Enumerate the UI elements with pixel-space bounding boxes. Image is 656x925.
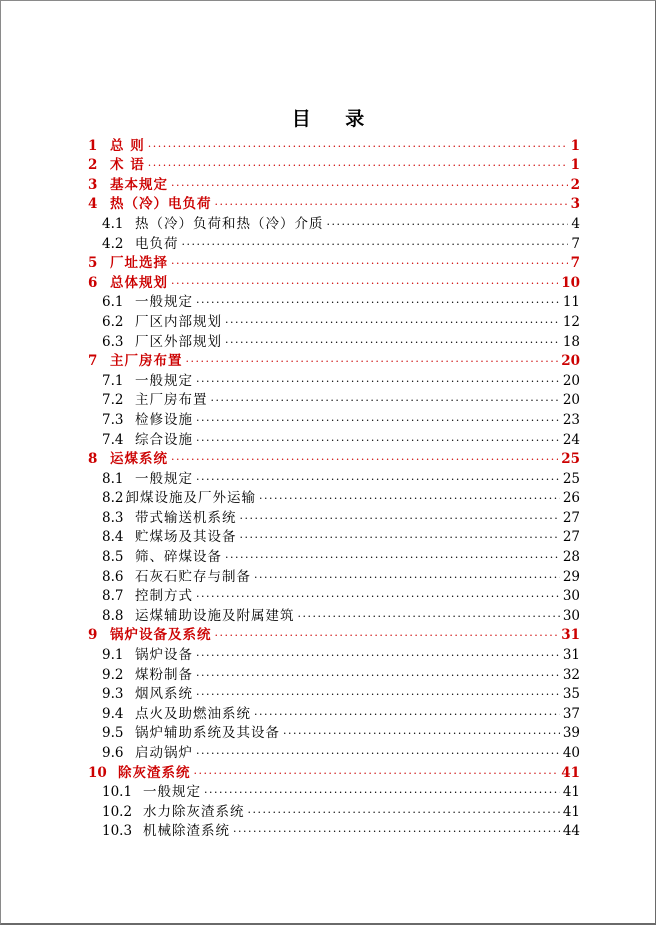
toc-dot-leader	[148, 139, 568, 155]
toc-page-number: 41	[561, 764, 580, 781]
toc-section-entry[interactable]	[88, 605, 580, 625]
toc-dot-leader	[240, 530, 560, 546]
toc-title: 目 录	[291, 108, 379, 130]
toc-page-number: 7	[571, 235, 580, 252]
toc-entry-title: 石灰石贮存与制备	[135, 568, 251, 585]
toc-dot-leader	[196, 433, 560, 449]
table-of-contents	[88, 135, 580, 840]
toc-chapter-entry[interactable]	[88, 155, 580, 175]
toc-page-number: 35	[562, 686, 580, 703]
toc-section-entry[interactable]	[88, 429, 580, 449]
toc-entry-number: 10	[88, 764, 107, 781]
toc-entry-number: 8.7	[102, 588, 124, 605]
toc-chapter-entry[interactable]	[88, 194, 580, 214]
toc-dot-leader	[196, 746, 560, 762]
toc-page-number: 7	[570, 255, 580, 272]
toc-page-number: 18	[562, 333, 580, 350]
toc-dot-leader	[240, 511, 560, 527]
toc-entry-title: 机械除渣系统	[143, 823, 230, 840]
toc-entry-title: 一般规定	[135, 372, 193, 389]
toc-entry-number: 7	[88, 353, 98, 370]
toc-entry-title: 总体规划	[110, 274, 168, 291]
toc-dot-leader	[225, 315, 560, 331]
toc-entry-title: 综合设施	[135, 431, 193, 448]
toc-entry-title: 锅炉辅助系统及其设备	[135, 725, 280, 742]
toc-dot-leader	[171, 178, 568, 194]
toc-page-number: 31	[562, 647, 580, 664]
toc-page-number: 11	[562, 294, 580, 311]
toc-entry-title: 运煤系统	[110, 451, 168, 468]
toc-dot-leader	[248, 805, 560, 821]
toc-section-entry[interactable]	[88, 664, 580, 684]
toc-section-entry[interactable]	[88, 703, 580, 723]
toc-entry-number: 3	[88, 176, 98, 193]
toc-dot-leader	[225, 550, 560, 566]
toc-entry-number: 4.2	[102, 235, 124, 252]
toc-page-number: 25	[561, 451, 580, 468]
toc-dot-leader	[196, 374, 560, 390]
toc-entry-number: 8.4	[102, 529, 124, 546]
toc-chapter-entry[interactable]	[88, 135, 580, 155]
toc-dot-leader	[196, 472, 560, 488]
toc-section-entry[interactable]	[88, 409, 580, 429]
toc-entry-number: 9.4	[102, 705, 124, 722]
toc-section-entry[interactable]	[88, 644, 580, 664]
toc-dot-leader	[171, 276, 558, 292]
toc-section-entry[interactable]	[88, 782, 580, 802]
toc-entry-number: 6.3	[102, 333, 124, 350]
toc-entry-title: 厂址选择	[110, 255, 168, 272]
toc-page-number: 27	[562, 529, 580, 546]
toc-entry-title: 启动锅炉	[135, 745, 193, 761]
toc-section-entry[interactable]	[88, 566, 580, 586]
toc-entry-number: 8.2	[102, 490, 124, 507]
toc-page-number: 30	[562, 588, 580, 605]
toc-dot-leader	[196, 687, 560, 703]
toc-entry-number: 8.6	[102, 568, 124, 585]
toc-entry-title: 贮煤场及其设备	[135, 529, 237, 546]
toc-section-entry[interactable]	[88, 311, 580, 331]
toc-section-entry[interactable]	[88, 507, 580, 527]
toc-dot-leader	[171, 452, 558, 468]
toc-entry-title: 检修设施	[135, 411, 193, 428]
toc-page-number: 12	[562, 313, 580, 330]
toc-section-entry[interactable]	[88, 527, 580, 547]
toc-entry-number: 8.1	[102, 470, 124, 487]
toc-entry-title: 一般规定	[143, 784, 201, 801]
toc-page-number: 1	[570, 137, 580, 154]
toc-page-number: 39	[562, 725, 580, 742]
toc-page-number: 40	[562, 745, 580, 761]
toc-entry-title: 烟风系统	[135, 686, 193, 703]
toc-page-number: 31	[561, 627, 580, 644]
toc-chapter-entry[interactable]	[88, 351, 580, 371]
toc-page-number: 10	[561, 274, 580, 291]
toc-page-number: 28	[562, 549, 580, 566]
toc-entry-title: 水力除灰渣系统	[143, 803, 245, 820]
toc-dot-leader	[196, 589, 560, 605]
toc-page-number: 24	[562, 431, 580, 448]
toc-dot-leader	[182, 237, 569, 253]
toc-entry-number: 10.3	[102, 823, 133, 840]
toc-page-number: 26	[562, 490, 580, 507]
toc-section-entry[interactable]	[88, 390, 580, 410]
toc-dot-leader	[215, 197, 568, 213]
toc-section-entry[interactable]	[88, 488, 580, 508]
toc-page-number: 30	[562, 607, 580, 624]
toc-entry-title: 运煤辅助设施及附属建筑	[135, 607, 295, 624]
toc-dot-leader	[254, 707, 560, 723]
toc-section-entry[interactable]	[88, 331, 580, 351]
toc-dot-leader	[283, 726, 560, 742]
toc-section-entry[interactable]	[88, 684, 580, 704]
toc-page-number: 32	[562, 666, 580, 683]
toc-page-number: 20	[561, 353, 580, 370]
toc-section-entry[interactable]	[88, 292, 580, 312]
toc-entry-number: 7.4	[102, 431, 124, 448]
toc-chapter-entry[interactable]	[88, 272, 580, 292]
toc-entry-title: 主厂房布置	[110, 353, 183, 370]
toc-dot-leader	[204, 785, 560, 801]
toc-dot-leader	[194, 766, 559, 782]
toc-entry-number: 8.5	[102, 549, 124, 566]
toc-section-entry[interactable]	[88, 586, 580, 606]
toc-entry-title: 一般规定	[135, 294, 193, 311]
toc-section-entry[interactable]	[88, 742, 580, 762]
toc-entry-number: 1	[88, 137, 98, 154]
toc-page-number: 4	[571, 215, 580, 232]
toc-dot-leader	[215, 628, 559, 644]
toc-entry-title: 厂区内部规划	[135, 313, 222, 330]
toc-dot-leader	[298, 609, 560, 625]
toc-section-entry[interactable]	[88, 801, 580, 821]
toc-entry-number: 9	[88, 627, 98, 644]
toc-dot-leader	[254, 570, 560, 586]
toc-page-number: 37	[562, 705, 580, 722]
toc-page-number: 27	[562, 509, 580, 526]
toc-page-number: 41	[562, 784, 580, 801]
toc-entry-number: 8.8	[102, 607, 124, 624]
toc-entry-number: 6.1	[102, 294, 124, 311]
toc-entry-number: 9.3	[102, 686, 124, 703]
toc-entry-number: 2	[88, 157, 98, 174]
toc-page-number: 20	[562, 372, 580, 389]
toc-entry-title: 热（冷）负荷和热（冷）介质	[135, 215, 324, 232]
toc-chapter-entry[interactable]	[88, 174, 580, 194]
toc-dot-leader	[171, 256, 568, 272]
toc-entry-number: 9.5	[102, 725, 124, 742]
toc-dot-leader	[211, 393, 560, 409]
toc-page-number: 3	[570, 196, 580, 213]
toc-entry-number: 10.2	[102, 803, 133, 820]
toc-page-number: 23	[562, 411, 580, 428]
toc-section-entry[interactable]	[88, 723, 580, 743]
toc-entry-title: 除灰渣系统	[118, 764, 191, 781]
toc-entry-title: 卸煤设施及厂外运输	[125, 490, 256, 507]
toc-entry-title: 筛、碎煤设备	[135, 549, 222, 566]
toc-page-number: 44	[562, 823, 580, 840]
toc-entry-title: 总 则	[110, 137, 145, 154]
toc-section-entry[interactable]	[88, 546, 580, 566]
toc-entry-number: 4	[88, 196, 98, 213]
toc-section-entry[interactable]	[88, 233, 580, 253]
toc-page-number: 2	[570, 176, 580, 193]
toc-entry-title: 煤粉制备	[135, 666, 193, 683]
toc-page-number: 1	[570, 157, 580, 174]
toc-entry-title: 主厂房布置	[135, 392, 208, 409]
toc-dot-leader	[196, 668, 560, 684]
toc-entry-title: 厂区外部规划	[135, 333, 222, 350]
toc-entry-number: 8	[88, 451, 98, 468]
toc-entry-number: 9.2	[102, 666, 124, 683]
toc-chapter-entry[interactable]	[88, 449, 580, 469]
toc-section-entry[interactable]	[88, 213, 580, 233]
toc-section-entry[interactable]	[88, 821, 580, 841]
toc-dot-leader	[233, 824, 560, 840]
toc-dot-leader	[186, 354, 559, 370]
toc-entry-title: 锅炉设备	[135, 647, 193, 664]
toc-dot-leader	[259, 491, 560, 507]
toc-entry-number: 8.3	[102, 509, 124, 526]
toc-entry-title: 锅炉设备及系统	[110, 627, 212, 644]
toc-dot-leader	[225, 335, 560, 351]
toc-entry-number: 9.6	[102, 745, 124, 761]
toc-section-entry[interactable]	[88, 370, 580, 390]
toc-entry-title: 点火及助燃油系统	[135, 705, 251, 722]
toc-section-entry[interactable]	[88, 468, 580, 488]
toc-chapter-entry[interactable]	[88, 253, 580, 273]
toc-page-number: 41	[562, 803, 580, 820]
toc-dot-leader	[196, 413, 560, 429]
toc-entry-number: 10.1	[102, 784, 133, 801]
toc-entry-title: 基本规定	[110, 176, 168, 193]
toc-entry-number: 7.1	[102, 372, 124, 389]
toc-entry-number: 7.2	[102, 392, 124, 409]
toc-page-number: 20	[562, 392, 580, 409]
toc-entry-title: 一般规定	[135, 470, 193, 487]
toc-entry-title: 带式输送机系统	[135, 509, 237, 526]
toc-dot-leader	[327, 217, 569, 233]
toc-entry-number: 6	[88, 274, 98, 291]
toc-entry-number: 9.1	[102, 647, 124, 664]
toc-chapter-entry[interactable]	[88, 625, 580, 645]
toc-entry-title: 控制方式	[135, 588, 193, 605]
toc-entry-number: 4.1	[102, 215, 124, 232]
toc-dot-leader	[148, 158, 568, 174]
toc-entry-title: 术 语	[110, 157, 145, 174]
toc-entry-number: 6.2	[102, 313, 124, 330]
toc-entry-number: 7.3	[102, 411, 124, 428]
toc-entry-title: 电负荷	[135, 235, 179, 252]
toc-page-number: 29	[562, 568, 580, 585]
toc-dot-leader	[196, 295, 560, 311]
toc-chapter-entry[interactable]	[88, 762, 580, 782]
toc-page-number: 25	[562, 470, 580, 487]
toc-entry-number: 5	[88, 255, 98, 272]
toc-dot-leader	[196, 648, 560, 664]
toc-entry-title: 热（冷）电负荷	[110, 196, 212, 213]
